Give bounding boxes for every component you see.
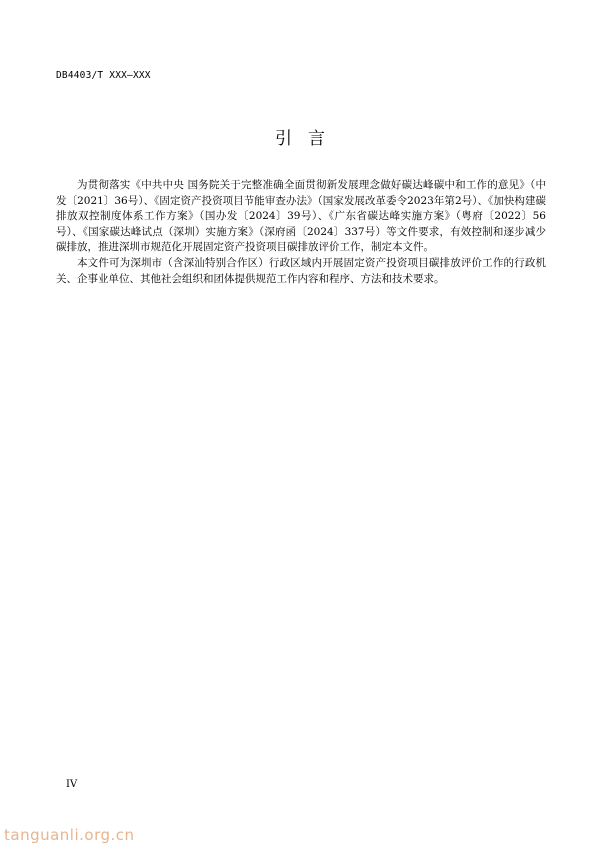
page-number: IV	[66, 779, 78, 790]
site-watermark: tanguanli.org.cn	[4, 826, 135, 844]
document-code: DB4403/T XXX—XXX	[56, 70, 151, 81]
paragraph-purpose: 为贯彻落实《中共中央 国务院关于完整准确全面贯彻新发展理念做好碳达峰碳中和工作的意见》（中发〔2021〕36号）、《固定资产投资项目节能审查办法》（国家发展改革委令2023年第2号）、《加快构建碳排放双控制度体系工作方案》（国办发〔2024〕39号）、《广东省碳达峰实施方案》（粤府〔2022〕56号）、《国家碳达峰试点（深圳）实施方案》（深府函〔2024〕337号）等文件要求，有效控制和逐步减少碳排放，推进深圳市规范化开展固定资产投资项目碳排放评价工作，制定本文件。	[56, 179, 546, 254]
paragraph-scope: 本文件可为深圳市（含深汕特别合作区）行政区域内开展固定资产投资项目碳排放评价工作的行政机关、企事业单位、其他社会组织和团体提供规范工作内容和程序、方法和技术要求。	[56, 256, 546, 285]
page-title: 引言	[275, 129, 341, 149]
introduction-body	[56, 178, 546, 287]
